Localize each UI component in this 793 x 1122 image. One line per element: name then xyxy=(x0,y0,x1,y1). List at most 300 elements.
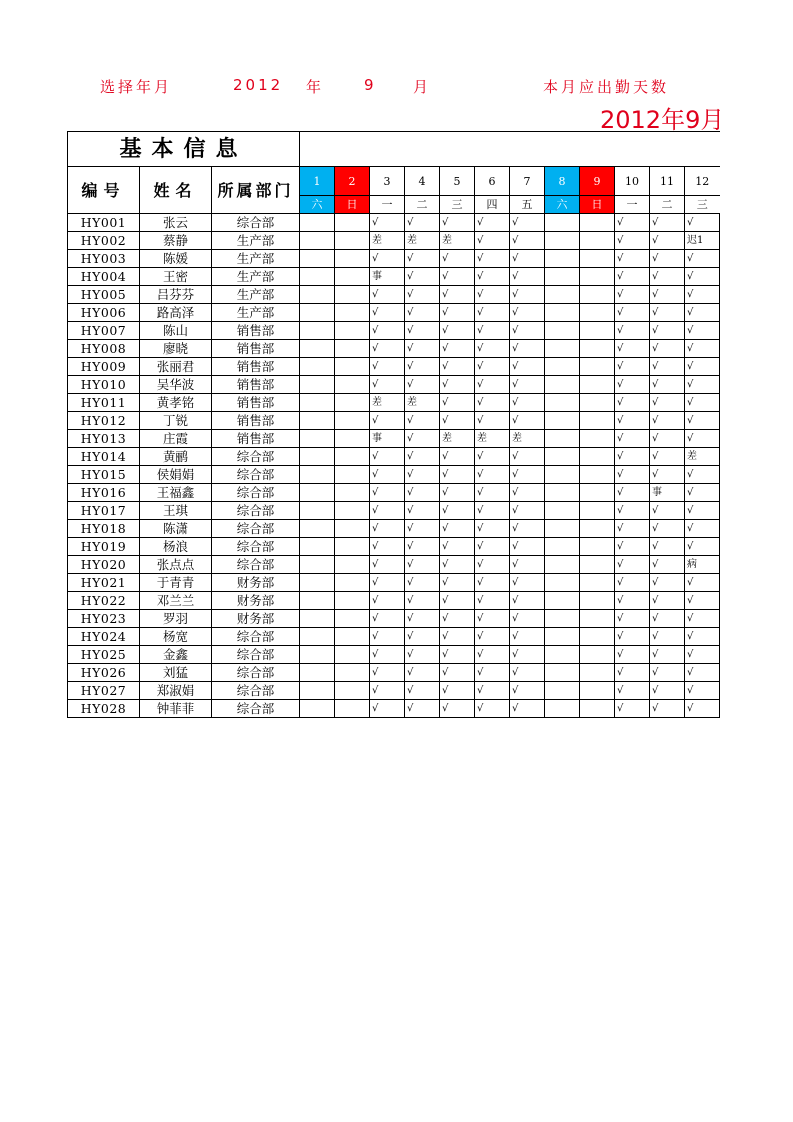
employee-id-cell[interactable]: HY009 xyxy=(68,358,140,376)
attendance-cell[interactable]: 迟1 xyxy=(685,232,720,250)
attendance-cell[interactable]: √ xyxy=(370,664,405,682)
attendance-cell[interactable]: √ xyxy=(475,610,510,628)
attendance-cell[interactable]: √ xyxy=(615,628,650,646)
employee-name-cell[interactable]: 罗羽 xyxy=(140,610,212,628)
attendance-cell[interactable] xyxy=(300,304,335,322)
attendance-cell[interactable]: √ xyxy=(440,538,475,556)
attendance-cell[interactable]: √ xyxy=(615,322,650,340)
attendance-cell[interactable]: √ xyxy=(615,574,650,592)
attendance-cell[interactable]: √ xyxy=(615,304,650,322)
attendance-cell[interactable]: √ xyxy=(650,268,685,286)
attendance-cell[interactable]: √ xyxy=(650,232,685,250)
employee-dept-cell[interactable]: 销售部 xyxy=(212,376,300,394)
employee-dept-cell[interactable]: 财务部 xyxy=(212,610,300,628)
attendance-cell[interactable]: √ xyxy=(440,664,475,682)
attendance-cell[interactable] xyxy=(545,214,580,232)
attendance-cell[interactable]: √ xyxy=(685,250,720,268)
attendance-cell[interactable]: √ xyxy=(650,610,685,628)
attendance-cell[interactable]: √ xyxy=(650,304,685,322)
attendance-cell[interactable]: √ xyxy=(510,700,545,718)
attendance-cell[interactable] xyxy=(580,646,615,664)
attendance-cell[interactable] xyxy=(300,646,335,664)
attendance-cell[interactable] xyxy=(300,340,335,358)
employee-name-cell[interactable]: 黄孝铭 xyxy=(140,394,212,412)
attendance-cell[interactable]: 差 xyxy=(510,430,545,448)
attendance-cell[interactable] xyxy=(335,466,370,484)
attendance-cell[interactable]: √ xyxy=(475,664,510,682)
attendance-cell[interactable]: √ xyxy=(685,322,720,340)
attendance-cell[interactable]: √ xyxy=(510,502,545,520)
attendance-cell[interactable]: √ xyxy=(475,484,510,502)
employee-dept-cell[interactable]: 综合部 xyxy=(212,628,300,646)
attendance-cell[interactable]: √ xyxy=(475,556,510,574)
attendance-cell[interactable]: √ xyxy=(510,646,545,664)
attendance-cell[interactable]: √ xyxy=(510,412,545,430)
attendance-cell[interactable] xyxy=(580,430,615,448)
attendance-cell[interactable] xyxy=(545,286,580,304)
attendance-cell[interactable]: √ xyxy=(650,700,685,718)
attendance-cell[interactable]: √ xyxy=(405,646,440,664)
attendance-cell[interactable]: √ xyxy=(440,502,475,520)
attendance-cell[interactable] xyxy=(545,682,580,700)
attendance-cell[interactable]: √ xyxy=(405,664,440,682)
employee-id-cell[interactable]: HY014 xyxy=(68,448,140,466)
attendance-cell[interactable] xyxy=(335,268,370,286)
attendance-cell[interactable]: √ xyxy=(405,484,440,502)
attendance-cell[interactable]: √ xyxy=(510,664,545,682)
attendance-cell[interactable]: √ xyxy=(405,520,440,538)
attendance-cell[interactable]: √ xyxy=(510,466,545,484)
attendance-cell[interactable]: √ xyxy=(650,358,685,376)
attendance-cell[interactable] xyxy=(580,340,615,358)
attendance-cell[interactable]: √ xyxy=(440,376,475,394)
attendance-cell[interactable]: 事 xyxy=(370,430,405,448)
attendance-cell[interactable]: 差 xyxy=(405,394,440,412)
employee-id-cell[interactable]: HY010 xyxy=(68,376,140,394)
attendance-cell[interactable]: √ xyxy=(405,250,440,268)
attendance-cell[interactable] xyxy=(335,520,370,538)
attendance-cell[interactable] xyxy=(300,520,335,538)
attendance-cell[interactable]: √ xyxy=(370,214,405,232)
attendance-cell[interactable] xyxy=(335,700,370,718)
attendance-cell[interactable]: √ xyxy=(685,700,720,718)
attendance-cell[interactable] xyxy=(545,376,580,394)
attendance-cell[interactable]: √ xyxy=(405,340,440,358)
attendance-cell[interactable]: √ xyxy=(685,340,720,358)
attendance-cell[interactable] xyxy=(580,232,615,250)
attendance-cell[interactable]: √ xyxy=(650,502,685,520)
attendance-cell[interactable]: √ xyxy=(405,538,440,556)
attendance-cell[interactable] xyxy=(300,412,335,430)
attendance-cell[interactable]: √ xyxy=(370,700,405,718)
attendance-cell[interactable] xyxy=(300,466,335,484)
attendance-cell[interactable]: √ xyxy=(370,466,405,484)
attendance-cell[interactable] xyxy=(545,574,580,592)
employee-dept-cell[interactable]: 财务部 xyxy=(212,592,300,610)
employee-dept-cell[interactable]: 生产部 xyxy=(212,232,300,250)
attendance-cell[interactable]: √ xyxy=(440,574,475,592)
employee-dept-cell[interactable]: 综合部 xyxy=(212,448,300,466)
employee-dept-cell[interactable]: 销售部 xyxy=(212,430,300,448)
employee-name-cell[interactable]: 王福鑫 xyxy=(140,484,212,502)
attendance-cell[interactable] xyxy=(545,502,580,520)
employee-id-cell[interactable]: HY026 xyxy=(68,664,140,682)
employee-dept-cell[interactable]: 销售部 xyxy=(212,394,300,412)
attendance-cell[interactable] xyxy=(545,592,580,610)
attendance-cell[interactable]: √ xyxy=(475,322,510,340)
attendance-cell[interactable]: √ xyxy=(405,358,440,376)
attendance-cell[interactable]: √ xyxy=(475,268,510,286)
attendance-cell[interactable] xyxy=(300,394,335,412)
attendance-cell[interactable]: √ xyxy=(475,538,510,556)
attendance-cell[interactable] xyxy=(300,700,335,718)
attendance-cell[interactable]: √ xyxy=(475,646,510,664)
attendance-cell[interactable]: √ xyxy=(510,286,545,304)
attendance-cell[interactable]: √ xyxy=(685,412,720,430)
attendance-cell[interactable] xyxy=(335,448,370,466)
attendance-cell[interactable] xyxy=(300,250,335,268)
attendance-cell[interactable]: √ xyxy=(510,214,545,232)
employee-id-cell[interactable]: HY011 xyxy=(68,394,140,412)
attendance-cell[interactable] xyxy=(580,502,615,520)
attendance-cell[interactable]: √ xyxy=(440,214,475,232)
attendance-cell[interactable]: 差 xyxy=(405,232,440,250)
attendance-cell[interactable]: √ xyxy=(615,466,650,484)
attendance-cell[interactable] xyxy=(335,628,370,646)
attendance-cell[interactable]: √ xyxy=(440,682,475,700)
attendance-cell[interactable]: √ xyxy=(685,214,720,232)
employee-id-cell[interactable]: HY001 xyxy=(68,214,140,232)
attendance-cell[interactable]: √ xyxy=(615,664,650,682)
attendance-cell[interactable] xyxy=(300,232,335,250)
employee-id-cell[interactable]: HY006 xyxy=(68,304,140,322)
attendance-cell[interactable]: √ xyxy=(440,268,475,286)
attendance-cell[interactable]: √ xyxy=(370,556,405,574)
attendance-cell[interactable]: √ xyxy=(510,574,545,592)
employee-id-cell[interactable]: HY013 xyxy=(68,430,140,448)
attendance-cell[interactable]: √ xyxy=(685,484,720,502)
attendance-cell[interactable]: √ xyxy=(405,412,440,430)
attendance-cell[interactable]: √ xyxy=(405,268,440,286)
attendance-cell[interactable] xyxy=(545,646,580,664)
employee-name-cell[interactable]: 吴华波 xyxy=(140,376,212,394)
attendance-cell[interactable]: √ xyxy=(510,322,545,340)
attendance-cell[interactable] xyxy=(300,538,335,556)
attendance-cell[interactable] xyxy=(335,394,370,412)
attendance-cell[interactable] xyxy=(580,484,615,502)
attendance-cell[interactable]: √ xyxy=(475,592,510,610)
attendance-cell[interactable]: √ xyxy=(650,214,685,232)
attendance-cell[interactable]: √ xyxy=(475,304,510,322)
attendance-cell[interactable]: √ xyxy=(370,574,405,592)
attendance-cell[interactable]: √ xyxy=(440,394,475,412)
attendance-cell[interactable]: √ xyxy=(685,286,720,304)
attendance-cell[interactable]: √ xyxy=(650,466,685,484)
attendance-cell[interactable] xyxy=(335,610,370,628)
attendance-cell[interactable]: √ xyxy=(685,628,720,646)
employee-name-cell[interactable]: 陈媛 xyxy=(140,250,212,268)
employee-dept-cell[interactable]: 综合部 xyxy=(212,520,300,538)
employee-dept-cell[interactable]: 综合部 xyxy=(212,466,300,484)
attendance-cell[interactable] xyxy=(545,250,580,268)
attendance-cell[interactable] xyxy=(580,538,615,556)
attendance-cell[interactable] xyxy=(580,520,615,538)
attendance-cell[interactable] xyxy=(545,448,580,466)
attendance-cell[interactable] xyxy=(300,664,335,682)
attendance-cell[interactable] xyxy=(335,358,370,376)
employee-name-cell[interactable]: 张丽君 xyxy=(140,358,212,376)
employee-name-cell[interactable]: 侯娟娟 xyxy=(140,466,212,484)
attendance-cell[interactable] xyxy=(545,358,580,376)
attendance-cell[interactable] xyxy=(580,412,615,430)
attendance-cell[interactable]: √ xyxy=(615,430,650,448)
employee-id-cell[interactable]: HY008 xyxy=(68,340,140,358)
attendance-cell[interactable]: √ xyxy=(615,448,650,466)
attendance-cell[interactable]: √ xyxy=(615,700,650,718)
attendance-cell[interactable]: √ xyxy=(440,646,475,664)
attendance-cell[interactable]: √ xyxy=(475,286,510,304)
attendance-cell[interactable]: √ xyxy=(615,340,650,358)
employee-dept-cell[interactable]: 生产部 xyxy=(212,268,300,286)
attendance-cell[interactable]: √ xyxy=(510,592,545,610)
attendance-cell[interactable]: √ xyxy=(370,358,405,376)
attendance-cell[interactable]: √ xyxy=(440,358,475,376)
attendance-cell[interactable]: √ xyxy=(615,520,650,538)
attendance-cell[interactable]: √ xyxy=(440,448,475,466)
attendance-cell[interactable]: √ xyxy=(405,682,440,700)
employee-dept-cell[interactable]: 综合部 xyxy=(212,664,300,682)
employee-name-cell[interactable]: 张云 xyxy=(140,214,212,232)
attendance-cell[interactable]: √ xyxy=(650,412,685,430)
attendance-cell[interactable]: √ xyxy=(615,502,650,520)
attendance-cell[interactable] xyxy=(545,538,580,556)
employee-id-cell[interactable]: HY003 xyxy=(68,250,140,268)
attendance-cell[interactable]: √ xyxy=(510,376,545,394)
attendance-cell[interactable]: √ xyxy=(475,358,510,376)
attendance-cell[interactable] xyxy=(300,322,335,340)
employee-id-cell[interactable]: HY016 xyxy=(68,484,140,502)
attendance-cell[interactable] xyxy=(335,340,370,358)
attendance-cell[interactable]: √ xyxy=(685,358,720,376)
employee-name-cell[interactable]: 邓兰兰 xyxy=(140,592,212,610)
employee-id-cell[interactable]: HY002 xyxy=(68,232,140,250)
attendance-cell[interactable]: √ xyxy=(685,430,720,448)
attendance-cell[interactable]: √ xyxy=(510,628,545,646)
attendance-cell[interactable]: √ xyxy=(405,502,440,520)
attendance-cell[interactable]: 差 xyxy=(370,394,405,412)
attendance-cell[interactable]: √ xyxy=(475,574,510,592)
attendance-cell[interactable]: √ xyxy=(615,538,650,556)
attendance-cell[interactable]: 差 xyxy=(475,430,510,448)
attendance-cell[interactable] xyxy=(300,628,335,646)
employee-dept-cell[interactable]: 综合部 xyxy=(212,214,300,232)
attendance-cell[interactable]: 事 xyxy=(370,268,405,286)
attendance-cell[interactable] xyxy=(335,250,370,268)
employee-name-cell[interactable]: 吕芬芬 xyxy=(140,286,212,304)
attendance-cell[interactable]: √ xyxy=(405,592,440,610)
attendance-cell[interactable]: √ xyxy=(440,628,475,646)
employee-name-cell[interactable]: 路高泽 xyxy=(140,304,212,322)
attendance-cell[interactable]: √ xyxy=(475,520,510,538)
attendance-cell[interactable]: √ xyxy=(475,232,510,250)
attendance-cell[interactable] xyxy=(300,448,335,466)
attendance-cell[interactable]: √ xyxy=(370,376,405,394)
attendance-cell[interactable] xyxy=(545,322,580,340)
attendance-cell[interactable]: √ xyxy=(475,394,510,412)
attendance-cell[interactable] xyxy=(580,250,615,268)
attendance-cell[interactable] xyxy=(580,556,615,574)
attendance-cell[interactable]: √ xyxy=(475,700,510,718)
attendance-cell[interactable] xyxy=(335,646,370,664)
attendance-cell[interactable]: √ xyxy=(370,304,405,322)
attendance-cell[interactable] xyxy=(300,556,335,574)
attendance-cell[interactable]: √ xyxy=(615,484,650,502)
attendance-cell[interactable] xyxy=(545,412,580,430)
attendance-cell[interactable]: √ xyxy=(510,394,545,412)
attendance-cell[interactable]: √ xyxy=(405,610,440,628)
attendance-cell[interactable]: √ xyxy=(615,286,650,304)
attendance-cell[interactable]: √ xyxy=(370,538,405,556)
employee-name-cell[interactable]: 蔡静 xyxy=(140,232,212,250)
attendance-cell[interactable]: √ xyxy=(685,376,720,394)
employee-dept-cell[interactable]: 财务部 xyxy=(212,574,300,592)
attendance-cell[interactable]: √ xyxy=(405,214,440,232)
employee-name-cell[interactable]: 丁锐 xyxy=(140,412,212,430)
attendance-cell[interactable]: √ xyxy=(615,412,650,430)
attendance-cell[interactable] xyxy=(335,232,370,250)
employee-dept-cell[interactable]: 综合部 xyxy=(212,538,300,556)
attendance-cell[interactable]: √ xyxy=(440,700,475,718)
attendance-cell[interactable]: √ xyxy=(405,376,440,394)
employee-id-cell[interactable]: HY022 xyxy=(68,592,140,610)
attendance-cell[interactable]: √ xyxy=(405,448,440,466)
attendance-cell[interactable]: √ xyxy=(510,340,545,358)
attendance-cell[interactable]: √ xyxy=(685,682,720,700)
attendance-cell[interactable] xyxy=(545,394,580,412)
employee-id-cell[interactable]: HY021 xyxy=(68,574,140,592)
attendance-cell[interactable]: √ xyxy=(615,646,650,664)
attendance-cell[interactable] xyxy=(545,610,580,628)
employee-name-cell[interactable]: 王琪 xyxy=(140,502,212,520)
employee-name-cell[interactable]: 黄鹂 xyxy=(140,448,212,466)
attendance-cell[interactable]: √ xyxy=(650,286,685,304)
attendance-cell[interactable]: √ xyxy=(475,250,510,268)
attendance-cell[interactable]: √ xyxy=(405,304,440,322)
employee-name-cell[interactable]: 廖晓 xyxy=(140,340,212,358)
attendance-cell[interactable] xyxy=(335,304,370,322)
attendance-cell[interactable] xyxy=(335,430,370,448)
attendance-cell[interactable]: √ xyxy=(405,322,440,340)
attendance-cell[interactable]: √ xyxy=(440,250,475,268)
attendance-cell[interactable] xyxy=(335,538,370,556)
attendance-cell[interactable]: √ xyxy=(370,646,405,664)
attendance-cell[interactable]: √ xyxy=(370,592,405,610)
employee-id-cell[interactable]: HY028 xyxy=(68,700,140,718)
attendance-cell[interactable]: √ xyxy=(510,538,545,556)
attendance-cell[interactable]: √ xyxy=(440,412,475,430)
attendance-cell[interactable]: √ xyxy=(510,304,545,322)
attendance-cell[interactable] xyxy=(545,232,580,250)
attendance-cell[interactable]: √ xyxy=(615,376,650,394)
attendance-cell[interactable] xyxy=(545,304,580,322)
attendance-cell[interactable] xyxy=(580,376,615,394)
attendance-cell[interactable]: √ xyxy=(650,682,685,700)
attendance-cell[interactable]: √ xyxy=(615,592,650,610)
year-value-cell[interactable]: 2012 xyxy=(233,76,284,94)
attendance-cell[interactable]: 事 xyxy=(650,484,685,502)
attendance-cell[interactable]: √ xyxy=(650,340,685,358)
attendance-cell[interactable] xyxy=(300,484,335,502)
attendance-cell[interactable] xyxy=(300,610,335,628)
employee-name-cell[interactable]: 杨宽 xyxy=(140,628,212,646)
attendance-cell[interactable]: √ xyxy=(370,412,405,430)
attendance-cell[interactable]: √ xyxy=(685,610,720,628)
attendance-cell[interactable]: √ xyxy=(370,520,405,538)
attendance-cell[interactable]: √ xyxy=(370,682,405,700)
attendance-cell[interactable]: √ xyxy=(650,664,685,682)
attendance-cell[interactable]: √ xyxy=(405,556,440,574)
employee-id-cell[interactable]: HY019 xyxy=(68,538,140,556)
employee-id-cell[interactable]: HY004 xyxy=(68,268,140,286)
attendance-cell[interactable]: √ xyxy=(510,232,545,250)
attendance-cell[interactable]: √ xyxy=(440,610,475,628)
attendance-cell[interactable]: √ xyxy=(405,574,440,592)
attendance-cell[interactable]: 差 xyxy=(370,232,405,250)
attendance-cell[interactable] xyxy=(580,358,615,376)
attendance-cell[interactable]: √ xyxy=(475,682,510,700)
attendance-cell[interactable]: √ xyxy=(615,610,650,628)
attendance-cell[interactable] xyxy=(545,664,580,682)
attendance-cell[interactable] xyxy=(335,592,370,610)
attendance-cell[interactable]: √ xyxy=(685,538,720,556)
attendance-cell[interactable]: √ xyxy=(370,502,405,520)
employee-name-cell[interactable]: 钟菲菲 xyxy=(140,700,212,718)
month-value-cell[interactable]: 9 xyxy=(364,76,377,94)
attendance-cell[interactable]: √ xyxy=(685,646,720,664)
attendance-cell[interactable] xyxy=(545,520,580,538)
attendance-cell[interactable]: √ xyxy=(615,268,650,286)
attendance-cell[interactable] xyxy=(300,574,335,592)
employee-dept-cell[interactable]: 综合部 xyxy=(212,646,300,664)
attendance-cell[interactable]: √ xyxy=(650,520,685,538)
attendance-cell[interactable]: √ xyxy=(475,214,510,232)
attendance-cell[interactable]: √ xyxy=(510,358,545,376)
attendance-cell[interactable] xyxy=(580,394,615,412)
attendance-cell[interactable] xyxy=(300,682,335,700)
employee-dept-cell[interactable]: 销售部 xyxy=(212,412,300,430)
employee-name-cell[interactable]: 陈潇 xyxy=(140,520,212,538)
attendance-cell[interactable] xyxy=(580,592,615,610)
employee-id-cell[interactable]: HY018 xyxy=(68,520,140,538)
employee-id-cell[interactable]: HY025 xyxy=(68,646,140,664)
attendance-cell[interactable]: √ xyxy=(650,538,685,556)
employee-dept-cell[interactable]: 销售部 xyxy=(212,358,300,376)
attendance-cell[interactable]: √ xyxy=(615,682,650,700)
employee-id-cell[interactable]: HY005 xyxy=(68,286,140,304)
attendance-cell[interactable] xyxy=(335,286,370,304)
attendance-cell[interactable]: √ xyxy=(475,376,510,394)
attendance-cell[interactable]: √ xyxy=(685,268,720,286)
attendance-cell[interactable] xyxy=(545,430,580,448)
attendance-cell[interactable] xyxy=(335,574,370,592)
attendance-cell[interactable]: √ xyxy=(650,430,685,448)
employee-dept-cell[interactable]: 生产部 xyxy=(212,304,300,322)
attendance-cell[interactable] xyxy=(580,700,615,718)
attendance-cell[interactable] xyxy=(545,466,580,484)
attendance-cell[interactable]: √ xyxy=(650,628,685,646)
employee-id-cell[interactable]: HY020 xyxy=(68,556,140,574)
attendance-cell[interactable] xyxy=(300,268,335,286)
